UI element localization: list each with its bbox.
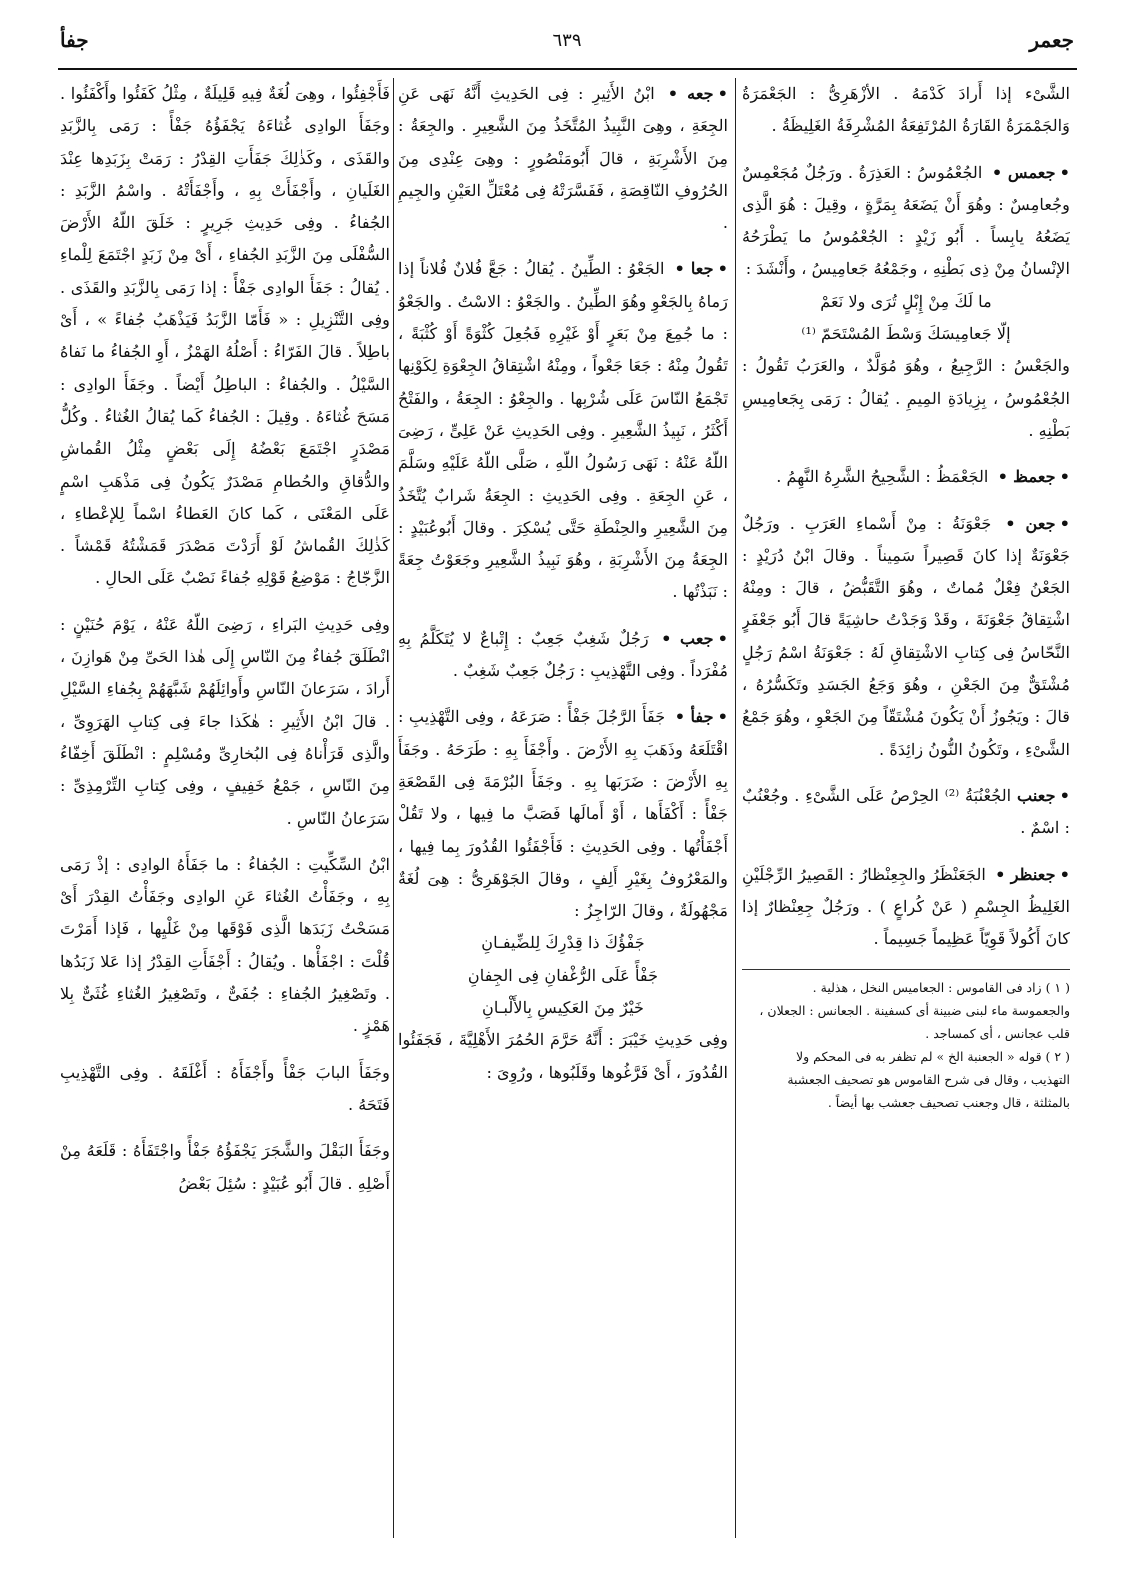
page-header	[60, 28, 1074, 64]
entry	[60, 609, 390, 835]
header-rule	[58, 68, 1077, 70]
entry: •جعنب الجُعْنُبَةُ ⁽²⁾ الحِرْصُ عَلَى الشَّىْءِ . وجُعْنُبٌ : اسْمٌ .	[742, 785, 1070, 838]
column-divider	[735, 78, 736, 1538]
entry-text: وجَفَأَ البابَ جَفْأً وأَجْفَأَهُ : أَغْلَقَهُ . وفِى التَّهْذِيبِ فَتَحَهُ .	[60, 1062, 390, 1114]
entry-text: الجَعْوُ : الطِّينُ . يُقالُ : جَعَّ فُلانٌ فُلاناً إذا رَماهُ بِالجَعْوِ وهُوَ الطِّينُ . والجَعْوُ : الاسْتُ . والجَعْوُ : ما جُمِعَ مِنْ بَعَرٍ أَوْ غَيْرِهِ فَجُعِلَ كُثْوَةً أَوْ كُثْبَةً ، تَقُولُ مِنْهُ : جَعَا جَعْواً ، ومِنْهُ اشْتِقاقُ الجِعْوَةِ لِكَوْنِها تَجْمَعُ النّاسَ عَلَى شُرْبِها . والجِعْوُ : الجِعَةُ ، والفَتْحُ أَكْثَرُ ، نَبِيذُ الشَّعِيرِ . وفِى الحَدِيثِ عَنْ عَلِىٍّ ، رَضِىَ اللّهُ عَنْهُ : نَهَى رَسُولُ اللّهِ ، صَلَّى اللّهُ عَلَيْهِ وسَلَّمَ ، عَنِ الجِعَةِ . وفِى الحَدِيثِ : الجِعَةُ شَرابٌ يُتَّخَذُ مِنَ الشَّعِيرِ والحِنْطَةِ حَتَّى يُسْكِرَ . وقالَ أَبُوعُبَيْدٍ : الجِعَةُ مِنَ الأَشْرِبَةِ ، وهُوَ نَبِيذُ الشَّعِيرِ وجَعَوْتُ جِعَةً : نَبَذْتُها .	[398, 259, 728, 602]
footnote-line: قلب عجانس ، أى كمساجد .	[925, 1026, 1070, 1042]
entry-headword: جعمس	[1007, 162, 1056, 182]
entry-text: وفِى حَدِيثِ البَراءِ ، رَضِىَ اللّهُ عَنْهُ ، يَوْمَ حُنَيْنٍ : انْطَلَقَ جُفاءٌ مِنَ النّاسِ إِلَى هٰذا الحَىِّ مِنْ هَوازِنَ ، أَرادَ ، سَرَعانَ النّاسِ وأَوائِلَهُمْ شَبَّهَهُمْ بِجُفاءِ السَّيْلِ . قالَ ابْنُ الأَثِيرِ : هٰكَذا جاءَ فِى كِتابِ الهَرَوِىِّ ، والَّذِى قَرَأْناهُ فِى البُخارِىِّ ومُسْلِمٍ : انْطَلَقَ أَخِفّاءُ مِنَ النّاسِ ، جَمْعُ خَفِيفٍ ، وفِى كِتابِ التِّرْمِذِىِّ : سَرَعانُ النّاسِ .	[60, 614, 390, 828]
entry: •جعب • رَجُلٌ شَغِبٌ جَعِبٌ : إِتْباعٌ لا يُتَكَلَّمُ بِهِ مُفْرَداً . وفِى التَّهْذِيبِ : رَجُلٌ جَعِبٌ شَغِبٌ .	[398, 628, 728, 681]
verse-line: جَفْأً عَلَى الرُّغْفانِ فِى الجِفانِ	[467, 965, 659, 985]
entry	[60, 78, 390, 595]
entry-text: الشَّىْء إذا أَرادَ كَدْمَهُ . الأزْهَرِىُّ : الجَعْمَرَةُ وَالجَمْمَرَةُ القَارَةُ المُرْتَفِعَةُ المُشْرِفَةُ الغَلِيظَةُ .	[742, 84, 1070, 136]
verse-line: ما لَكَ مِنْ إِبْلٍ تُرَى ولا نَعَمْ	[820, 291, 992, 311]
entry-text: الجَعْمَظُ : الشَّحِيحُ الشَّرِهُ النَّهِمُ .	[776, 467, 989, 487]
entry-text: الجَعَنْظَرُ والجِعِنْظارُ : القَصِيرُ الرِّجْلَيْنِ الغَلِيظُ الجِسْمِ ( عَنْ كُراعٍ ) . ورَجُلٌ جِعِنْظارٌ إذا كانَ أَكُولاً قَوِيّاً عَظِيماً جَسِيماً .	[742, 864, 1070, 949]
entry	[60, 1057, 390, 1122]
entry-text: فَأَجْفِئُوا ، وهِىَ لُغَةٌ فِيهِ قَلِيلَةٌ ، مِثْلُ كَفَئُوا وأَكْفَئُوا . وجَفَأَ الوادِى غُثاءَهُ يَجْفَؤُهُ جَفْأً : رَمَى بِالزَّبَدِ والقَذَى ، وكَذٰلِكَ جَفَأَتِ القِدْرُ : رَمَتْ بِزَبَدِها عِنْدَ الغَلَيانِ ، وأَجْفَأَتْ بِهِ ، وأَجْفَأَتْهُ . واسْمُ الزَّبَدِ : الجُفاءُ . وفِى حَدِيثِ جَرِيرٍ : خَلَقَ اللّهُ الأَرْضَ السُّفْلَى مِنَ الزَّبَدِ الجُفاءِ ، أَىْ مِنْ زَبَدٍ اجْتَمَعَ لِلْماءِ . يُقالُ : جَفَأَ الوادِى جَفْأً : إذا رَمَى بِالزَّبَدِ والقَذَى . وفِى التَّنْزِيلِ : « فَأَمّا الزَّبَدُ فَيَذْهَبُ جُفاءً » ، أَىْ باطِلاً . قالَ الفَرّاءُ : أَصْلُهُ الهَمْزُ ، أَوِ الجُفاءُ ما نَفاهُ السَّيْلُ . والجُفاءُ : الباطِلُ أَيْضاً . وجَفَأَ الوادِى : مَسَحَ غُثاءَهُ . وقِيلَ : الجُفاءُ كَما يُقالُ الغُثاءُ . وكُلُّ مَصْدَرٍ اجْتَمَعَ بَعْضُهُ إِلَى بَعْضٍ مِثْلُ القُماشِ والدُّقاقِ والحُطامِ مَصْدَرٌ يَكُونُ فِى مَذْهَبِ اسْمٍ عَلَى المَعْنَى ، كَما كانَ العَطاءُ اسْماً لِلإعْطاءِ ، كَذٰلِكَ القُماشُ لَوْ أَرَدْتَ مَصْدَرَ قَمَشْتُهُ قَمْشاً . الزَّجّاجُ : مَوْضِعُ قَوْلِهِ جُفاءً نَصْبٌ عَلَى الحالِ .	[60, 84, 390, 588]
column-left	[60, 78, 390, 1558]
header-right-catchword: جعمر	[1029, 28, 1074, 52]
footnote-line: ( ٢ ) قوله « الجعنبة الخ » لم تظفر به فى المحكم ولا	[796, 1049, 1070, 1065]
entry-headword: جعا	[690, 259, 714, 279]
entry-text: رَجُلٌ شَغِبٌ جَعِبٌ : إِتْباعٌ لا يُتَكَلَّمُ بِهِ مُفْرَداً . وفِى التَّهْذِيبِ : رَجُلٌ جَعِبٌ شَغِبٌ .	[398, 628, 728, 681]
entry-text: والجَعْسُ : الرَّجِيعُ ، وهُوَ مُوَلَّدٌ ، والعَرَبُ تَقُولُ : الجُعْمُوسُ ، بِزِيادَةِ المِيمِ . يُقالُ : رَمَى بِجَعامِيسِ بَطْنِهِ .	[742, 356, 1070, 440]
entry	[60, 1135, 390, 1200]
verse-line: جَفْؤُكَ ذا قِدْرِكَ لِلضِّيفـانِ	[481, 933, 645, 953]
entry: •جعه • ابْنُ الأَثِيرِ : فِى الحَدِيثِ أَنَّهُ نَهَى عَنِ الجِعَةِ ، وهِىَ النَّبِيذُ المُتَّخَذُ مِنَ الشَّعِيرِ . والجِعَةُ : مِنَ الأَشْرِبَةِ ، قالَ أَبُومَنْصُورٍ : وهِىَ عِنْدِى مِنَ الحُرُوفِ النّاقِصَةِ ، فَفَسَّرَتْهُ فِى مُعْتَلِّ العَيْنِ والجِيمِ .	[398, 84, 728, 233]
entry-headword: جعب	[679, 628, 714, 648]
header-left-catchword: جفأ	[60, 28, 89, 52]
column-divider	[393, 78, 394, 1538]
verse-line: خَيْرٌ مِنَ العَكِيسِ بِالأَلْبـانِ	[481, 998, 644, 1018]
entry-text: الجُعْنُبَةُ ⁽²⁾ الحِرْصُ عَلَى الشَّىْءِ . وجُعْنُبٌ : اسْمٌ .	[742, 785, 1070, 838]
footnote-line: بالمثلثة ، قال وجعنب تصحيف جعشب بها أيضاً .	[827, 1095, 1070, 1111]
entry: •جعمظ • الجَعْمَظُ : الشَّحِيحُ الشَّرِهُ النَّهِمُ .	[776, 467, 1070, 487]
entry-text: وجَفَأَ البَقْلَ والشَّجَرَ يَجْفَؤُهُ جَفْأً واجْتَفَأَهُ : قَلَعَهُ مِنْ أَصْلِهِ . قالَ أَبُو عُبَيْدٍ : سُئِلَ بَعْضُ	[60, 1141, 390, 1193]
entry-text: ابْنُ السِّكِّيتِ : الجُفاءُ : ما جَفَأَهُ الوادِى : إذْ رَمَى بِهِ ، وجَفَأْتُ الغُثاءَ عَنِ الوادِى وجَفَأْتُ القِدْرَ أَىْ مَسَحْتُ زَبَدَها الَّذِى فَوْقَها مِنْ غَلْيِها ، فَإذا أَمَرْتَ قُلْتَ : اجْفَأْها . ويُقالُ : أَجْفَأَتِ القِدْرُ إذا عَلا زَبَدُها . وتَصْغِيرُ الجُفاءِ : جُفَىٌّ ، وتَصْغِيرُ الغُثاءِ غُثَىٌّ بِلا هَمْزٍ .	[60, 854, 390, 1036]
column-right	[742, 78, 1070, 1558]
entry-bullet: •	[1059, 162, 1070, 182]
entry-headword: جعن	[1025, 513, 1056, 533]
footnote-line: التهذيب ، وقال فى شرح القاموس هو تصحيف الجعشبة	[787, 1072, 1070, 1088]
entry-headword: جعمظ	[1013, 467, 1056, 487]
column-middle	[398, 78, 728, 1558]
footnote-line: والجعموسة ماء لبنى ضبينة أى كسفينة . الجعانس : الجعلان ،	[759, 1003, 1070, 1019]
entry-text: الجُعْمُوسُ : العَذِرَةُ . ورَجُلٌ مُجَعْمِسٌ وجُعامِسٌ : وهُوَ أَنْ يَضَعَهُ بِمَرَّةٍ ، وقِيلَ : هُوَ الَّذِى يَضَعُهُ يابِساً . أَبُو زَيْدٍ : الجُعْمُوسُ ما يَطْرَحُهُ الإنْسانُ مِنْ ذِى بَطْنِهِ ، وجَمْعُهُ جَعامِيسُ ، وأَنْشَدَ :	[742, 162, 1070, 279]
verse-line: إلّا جَعامِيسَكَ وَسْطَ المُسْتَحَمّ ⁽¹⁾	[801, 324, 1011, 344]
entry-headword: جعه	[687, 84, 714, 103]
entry-headword: جعنظر	[1010, 864, 1056, 884]
entry-text: وفِى حَدِيثِ خَيْبَرَ : أَنَّهُ حَرَّمَ الحُمُرَ الأَهْلِيَّةَ ، فَجَفَئُوا القُدُورَ ، أَىْ فَرَّغُوها وقَلَبُوها ، ورُوِىَ :	[398, 1030, 728, 1082]
entry: •جعن • جَعْوَنَةُ : مِنْ أَسْماءِ العَرَبِ . ورَجُلٌ جَعْوَنَةٌ إذا كانَ قَصِيراً سَمِيناً . وقالَ ابْنُ دُرَيْدٍ : الجَعْنُ فِعْلٌ مُماتٌ ، وهُوَ التَّقَبُّضُ ، قالَ : ومِنْهُ اشْتِقاقُ جَعْوَنَةَ ، وقَدْ وَجَدْتُ حاشِيَةً قالَ أَبُو جَعْفَرٍ النَّحّاسُ فِى كِتابِ الاشْتِقاقِ لَهُ : جَعْوَنَةُ اسْمُ رَجُلٍ مُشْتَقٌّ مِنَ الجَعْنِ ، وهُوَ وَجَعُ الجَسَدِ وتَكَسُّرُهُ ، قالَ : ويَجُوزُ أَنْ يَكُونَ مُشْتَقّاً مِنَ الجَعْوِ ، وهُوَ جَمْعُ الشَّىْءِ ، وتَكُونُ النُّونُ زائِدَةً .	[742, 513, 1070, 759]
entry: •جعنظر • الجَعَنْظَرُ والجِعِنْظارُ : القَصِيرُ الرِّجْلَيْنِ الغَلِيظُ الجِسْمِ ( عَنْ كُراعٍ ) . ورَجُلٌ جِعِنْظارٌ إذا كانَ أَكُولاً قَوِيّاً عَظِيماً جَسِيماً .	[742, 864, 1070, 949]
entry: •جعمس • الجُعْمُوسُ : العَذِرَةُ . ورَجُلٌ مُجَعْمِسٌ وجُعامِسٌ : وهُوَ أَنْ يَضَعَهُ بِمَرَّةٍ ، وقِيلَ : هُوَ الَّذِى يَضَعُهُ يابِساً . أَبُو زَيْدٍ : الجُعْمُوسُ ما يَطْرَحُهُ الإنْسانُ مِنْ ذِى بَطْنِهِ ، وجَمْعُهُ جَعامِيسُ ، وأَنْشَدَ : ما لَكَ مِنْ إِبْلٍ تُرَى ولا نَعَمْ إلّا جَعامِيسَكَ وَسْطَ المُسْتَحَمّ ⁽¹⁾ والجَعْسُ : الرَّجِيعُ ، وهُوَ مُوَلَّدٌ ، والعَرَبُ تَقُولُ : الجُعْمُوسُ ، بِزِيادَةِ المِيمِ . يُقالُ : رَمَى بِجَعامِيسِ بَطْنِهِ .	[742, 162, 1070, 440]
entry-headword: جعنب	[1017, 785, 1056, 805]
entry: •جعا • الجَعْوُ : الطِّينُ . يُقالُ : جَعَّ فُلانٌ فُلاناً إذا رَماهُ بِالجَعْوِ وهُوَ الطِّينُ . والجَعْوُ : الاسْتُ . والجَعْوُ : ما جُمِعَ مِنْ بَعَرٍ أَوْ غَيْرِهِ فَجُعِلَ كُثْوَةً أَوْ كُثْبَةً ، تَقُولُ مِنْهُ : جَعَا جَعْواً ، ومِنْهُ اشْتِقاقُ الجِعْوَةِ لِكَوْنِها تَجْمَعُ النّاسَ عَلَى شُرْبِها . والجِعْوُ : الجِعَةُ ، والفَتْحُ أَكْثَرُ ، نَبِيذُ الشَّعِيرِ . وفِى الحَدِيثِ عَنْ عَلِىٍّ ، رَضِىَ اللّهُ عَنْهُ : نَهَى رَسُولُ اللّهِ ، صَلَّى اللّهُ عَلَيْهِ وسَلَّمَ ، عَنِ الجِعَةِ . وفِى الحَدِيثِ : الجِعَةُ شَرابٌ يُتَّخَذُ مِنَ الشَّعِيرِ والحِنْطَةِ حَتَّى يُسْكِرَ . وقالَ أَبُوعُبَيْدٍ : الجِعَةُ مِنَ الأَشْرِبَةِ ، وهُوَ نَبِيذُ الشَّعِيرِ وجَعَوْتُ جِعَةً : نَبَذْتُها .	[398, 259, 728, 602]
entry-text: جَفَأَ الرَّجُلَ جَفْأً : صَرَعَهُ ، وفِى التَّهْذِيبِ : اقْتَلَعَهُ وذَهَبَ بِهِ الأَرْضَ . وأَجْفَأَ بِهِ : طَرَحَهُ . وجَفَأَ بِهِ الأَرْضَ : ضَرَبَها بِهِ . وجَفَأَ البُرْمَةَ فِى القَصْعَةِ جَفْأً : أَكْفَأَها ، أَوْ أَمالَها فَصَبَّ ما فِيها ، ولا تَقُلْ أَجْفَأْتُها . وفِى الحَدِيثِ : فَأَجْفَئُوا القُدُورَ بِما فِيها ، والمَعْرُوفُ بِغَيْرِ أَلِفٍ ، وقالَ الجَوْهَرِىُّ : هِىَ لُغَةٌ مَجْهُولَةٌ ، وقالَ الرّاجِزُ :	[398, 707, 728, 921]
entry: •جفأ • جَفَأَ الرَّجُلَ جَفْأً : صَرَعَهُ ، وفِى التَّهْذِيبِ : اقْتَلَعَهُ وذَهَبَ بِهِ الأَرْضَ . وأَجْفَأَ بِهِ : طَرَحَهُ . وجَفَأَ بِهِ الأَرْضَ : ضَرَبَها بِهِ . وجَفَأَ البُرْمَةَ فِى القَصْعَةِ جَفْأً : أَكْفَأَها ، أَوْ أَمالَها فَصَبَّ ما فِيها ، ولا تَقُلْ أَجْفَأْتُها . وفِى الحَدِيثِ : فَأَجْفَئُوا القُدُورَ بِما فِيها ، والمَعْرُوفُ بِغَيْرِ أَلِفٍ ، وقالَ الجَوْهَرِىُّ : هِىَ لُغَةٌ مَجْهُولَةٌ ، وقالَ الرّاجِزُ : جَفْؤُكَ ذا قِدْرِكَ لِلضِّيفـانِ جَفْأً عَلَى الرُّغْفانِ فِى الجِفانِ خَيْرٌ مِنَ العَكِيسِ بِالأَلْبـانِ وفِى حَدِيثِ خَيْبَرَ : أَنَّهُ حَرَّمَ الحُمُرَ الأَهْلِيَّةَ ، فَجَفَئُوا القُدُورَ ، أَىْ فَرَّغُوها وقَلَبُوها ، ورُوِىَ :	[398, 707, 728, 1082]
entry	[742, 78, 1070, 143]
page-number: ٦٣٩	[552, 30, 582, 51]
footnotes	[742, 976, 1070, 1114]
footnote-line: ( ١ ) زاد فى القاموس : الجعاميس النخل ، هذلية .	[812, 980, 1070, 996]
entry-text: ابْنُ الأَثِيرِ : فِى الحَدِيثِ أَنَّهُ نَهَى عَنِ الجِعَةِ ، وهِىَ النَّبِيذُ المُتَّخَذُ مِنَ الشَّعِيرِ . والجِعَةُ : مِنَ الأَشْرِبَةِ ، قالَ أَبُومَنْصُورٍ : وهِىَ عِنْدِى مِنَ الحُرُوفِ النّاقِصَةِ ، فَفَسَّرَتْهُ فِى مُعْتَلِّ العَيْنِ والجِيمِ .	[398, 84, 728, 233]
entry	[60, 849, 390, 1043]
footnote-rule	[742, 969, 1070, 970]
entry-text: جَعْوَنَةُ : مِنْ أَسْماءِ العَرَبِ . ورَجُلٌ جَعْوَنَةٌ إذا كانَ قَصِيراً سَمِيناً . وقالَ ابْنُ دُرَيْدٍ : الجَعْنُ فِعْلٌ مُماتٌ ، وهُوَ التَّقَبُّضُ ، قالَ : ومِنْهُ اشْتِقاقُ جَعْوَنَةَ ، وقَدْ وَجَدْتُ حاشِيَةً قالَ أَبُو جَعْفَرٍ النَّحّاسُ فِى كِتابِ الاشْتِقاقِ لَهُ : جَعْوَنَةُ اسْمُ رَجُلٍ مُشْتَقٌّ مِنَ الجَعْنِ ، وهُوَ وَجَعُ الجَسَدِ وتَكَسُّرُهُ ، قالَ : ويَجُوزُ أَنْ يَكُونَ مُشْتَقّاً مِنَ الجَعْوِ ، وهُوَ جَمْعُ الشَّىْءِ ، وتَكُونُ النُّونُ زائِدَةً .	[742, 513, 1070, 759]
entry-headword: جفأ	[690, 707, 714, 727]
